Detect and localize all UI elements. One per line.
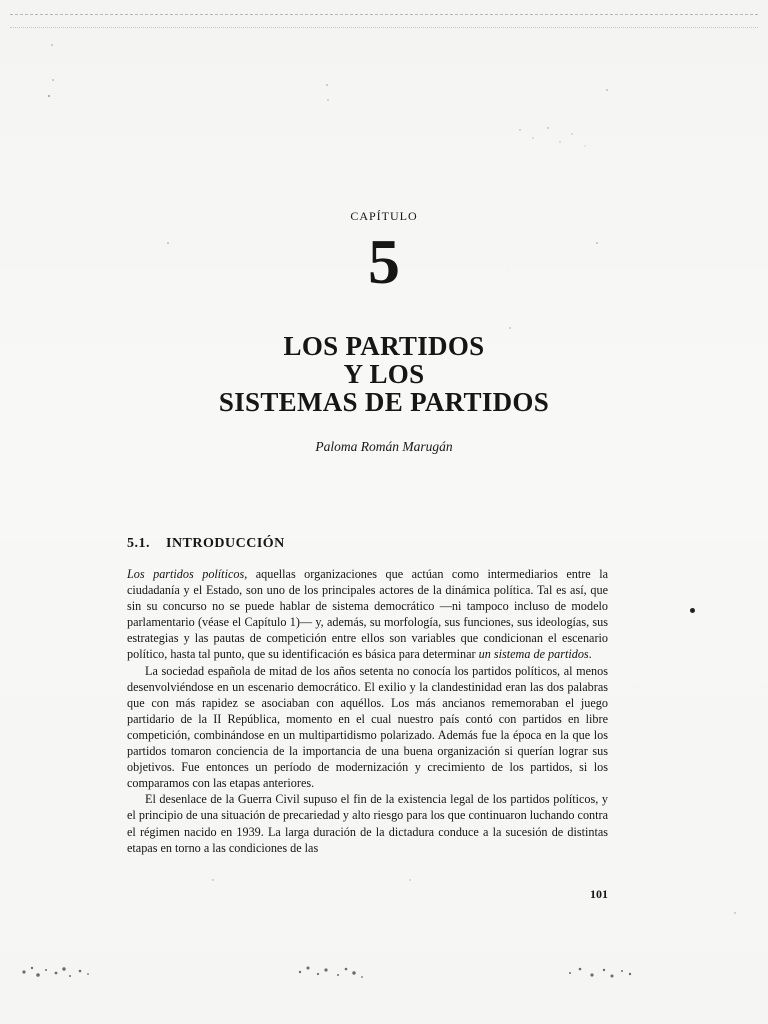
section-title: INTRODUCCIÓN [166,536,285,551]
italic-term: un sistema de partidos [478,647,589,662]
page-number: 101 [590,887,608,901]
ink-spot [690,608,695,613]
chapter-title-line: SISTEMAS DE PARTIDOS [218,387,550,417]
body-text [127,566,608,856]
chapter-title-line: LOS PARTIDOS [283,331,485,361]
paragraph [127,566,608,663]
paragraph-text: , aquellas organizaciones que actúan como intermediarios entre la ciudadanía y el Estado, son uno de los principales actores de la dinámica política. Tal es así, que sin su concurso no se puede hablar de sistema democrático —ni tampoco incluso de modelo parlamentario (véase el Capítulo 1)— y, además, su morfología, sus funciones, sus ideologías, sus estrategias y las pautas de competición entre ellos son variables que condicionan el escenario político, hasta tal punto, que su identificación es básica para determinar [127,567,608,662]
section-number: 5.1. [127,536,150,551]
section-heading [127,536,285,552]
paragraph-text: . [588,647,592,662]
chapter-label: CAPÍTULO [350,209,418,223]
italic-term: Los partidos políticos [127,567,245,581]
chapter-title-line: Y LOS [343,359,425,389]
paragraph: El desenlace de la Guerra Civil supuso el fin de la existencia legal de los partidos políticos, y el principio de una situación de precariedad y alto riesgo para los que continuaron luchando contra el régimen nacido en 1939. La larga duración de la dictadura conduce a la sucesión de distintas etapas en torno a las condiciones de las [127,792,608,855]
paragraph: La sociedad española de mitad de los años setenta no conocía los partidos políticos, al menos desenvolviéndose en un escenario democrático. El exilio y la clandestinidad eran las dos palabras que con más rapidez se asociaban con aquéllos. Los más ancianos rememoraban el juego partidario de la II República, momento en el cual nuestro país contó con partidos en libre competición, combinándose en un multipartidismo polarizado. Además fue la época en la que los partidos tomaron conciencia de la importancia de una buena organización si querían lograr sus objetivos. Fue entonces un período de modernización y crecimiento de los partidos, si los comparamos con las etapas anteriores. [127,663,608,791]
chapter-title [0,332,768,416]
chapter-number: 5 [368,226,400,297]
author-name: Paloma Román Marugán [315,439,453,454]
